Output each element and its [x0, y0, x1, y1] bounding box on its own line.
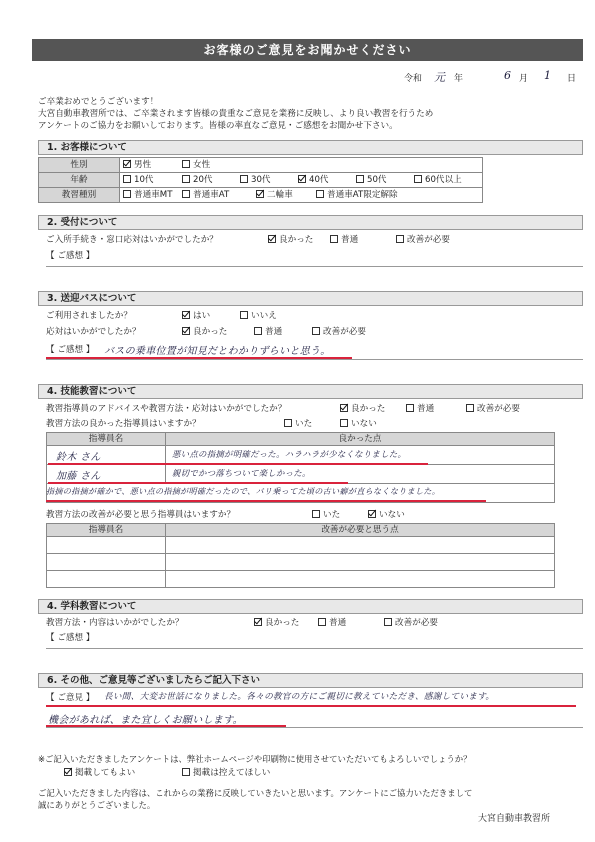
underline-red [46, 500, 486, 502]
checkbox-icon [356, 175, 364, 183]
date-era: 令和 [404, 74, 423, 84]
good-table-col-name: 指導員名 [46, 432, 166, 446]
checkbox-icon [318, 618, 326, 626]
underline-red [46, 705, 576, 707]
checkbox-icon [330, 235, 338, 243]
other-impression-label: 【 ご意見 】 [46, 693, 95, 703]
page-title: お客様のご意見をお聞かせください [32, 39, 583, 61]
option-age-10[interactable]: 10代 [123, 174, 154, 186]
reception-question: ご入所手続き・窓口応対はいかがでしたか？ [46, 235, 218, 245]
closing-line2: 誠にありがとうございました。 [38, 800, 156, 810]
checkbox-icon [182, 190, 190, 198]
checkbox-icon [466, 404, 474, 412]
bad-table-row-point-cell [165, 553, 555, 571]
theory-impression-label: 【 ご感想 】 [46, 633, 95, 643]
good-table-col-point: 良かった点 [165, 432, 555, 446]
skill-advice-good[interactable]: 良かった [340, 403, 385, 415]
bad-table-row-point-cell [165, 536, 555, 554]
option-motorcycle[interactable]: 二輪車 [256, 189, 293, 201]
checkbox-checked-icon [64, 768, 72, 776]
checkbox-checked-icon [268, 235, 276, 243]
date-day-label: 日 [567, 74, 577, 84]
row-gender-options [119, 157, 483, 173]
option-age-20[interactable]: 20代 [182, 174, 213, 186]
bad-table-row-name-cell [46, 553, 166, 571]
option-age-60[interactable]: 60代以上 [414, 174, 462, 186]
checkbox-icon [396, 235, 404, 243]
publish-yes[interactable]: 掲載してもよい [64, 767, 135, 779]
theory-improve[interactable]: 改善が必要 [384, 617, 438, 629]
row-label-age: 年齢 [38, 172, 120, 188]
bad-instructor-question: 教習方法の改善が必要と思う指導員はいますか？ [46, 510, 236, 520]
theory-normal[interactable]: 普通 [318, 617, 346, 629]
checkbox-icon [182, 768, 190, 776]
checkbox-icon [182, 175, 190, 183]
option-male[interactable]: 男性 [123, 159, 151, 171]
reception-impression-label: 【 ご感想 】 [46, 251, 95, 261]
bad-instructor-no[interactable]: いない [368, 509, 405, 521]
bus-service-good[interactable]: 良かった [182, 326, 227, 338]
closing-line1: ご記入いただきました内容は、これからの業務に反映していきたいと思います。アンケートにご協力いただきまして [38, 788, 473, 798]
reception-improve[interactable]: 改善が必要 [396, 234, 450, 246]
other-comment-line1: 長い間、大変お世話になりました。各々の教官の方にご親切に教えていただき、感謝しています。 [104, 692, 495, 702]
good-instructor-1-point: 悪い点の指摘が明確だった。ハラハラが少なくなりました。 [172, 449, 407, 459]
other-comment-line2: 機会があれば、また宜しくお願いします。 [48, 715, 243, 726]
checkbox-checked-icon [368, 510, 376, 518]
checkbox-icon [284, 419, 292, 427]
checkbox-icon [312, 510, 320, 518]
good-instructor-2-point: 親切でかつ落ちついて楽しかった。 [172, 468, 311, 478]
bus-service-improve[interactable]: 改善が必要 [312, 326, 366, 338]
checkbox-checked-icon [182, 311, 190, 319]
checkbox-checked-icon [123, 160, 131, 168]
good-instructor-no[interactable]: いない [340, 418, 377, 430]
checkbox-checked-icon [298, 175, 306, 183]
good-instructor-2-name: 加藤 さん [56, 471, 101, 482]
skill-advice-improve[interactable]: 改善が必要 [466, 403, 520, 415]
intro-line: ご卒業おめでとうございます！ [38, 97, 159, 107]
section-other-heading: 6. その他、ご意見等ございましたらご記入下さい [38, 673, 583, 688]
row-label-course: 教習種別 [38, 187, 120, 203]
section-skill-heading: 4. 技能教習について [38, 384, 583, 399]
checkbox-icon [240, 175, 248, 183]
row-label-gender: 性別 [38, 157, 120, 173]
checkbox-checked-icon [182, 327, 190, 335]
bus-use-question: ご利用されましたか？ [46, 311, 132, 321]
bus-use-yes[interactable]: はい [182, 310, 210, 322]
checkbox-icon [312, 327, 320, 335]
reception-good[interactable]: 良かった [268, 234, 313, 246]
skill-advice-normal[interactable]: 普通 [406, 403, 434, 415]
publish-question: ※ご記入いただきましたアンケートは、弊社ホームページや印刷物に使用させていただいてもよろしいでしょうか？ [38, 754, 472, 764]
skill-advice-question: 教習指導員のアドバイスや教習方法・応対はいかがでしたか？ [46, 404, 287, 414]
underline-red [48, 482, 348, 484]
good-instructor-yes[interactable]: いた [284, 418, 312, 430]
checkbox-icon [406, 404, 414, 412]
checkbox-checked-icon [256, 190, 264, 198]
date-day: 1 [544, 69, 551, 82]
bus-impression-label: 【 ご感想 】 [46, 345, 95, 355]
option-age-50[interactable]: 50代 [356, 174, 387, 186]
divider [46, 359, 583, 360]
bus-service-question: 応対はいかがでしたか？ [46, 327, 141, 337]
section-reception-heading: 2. 受付について [38, 215, 583, 230]
divider [46, 727, 583, 728]
checkbox-icon [340, 419, 348, 427]
intro-line: 大宮自動車教習所では、ご卒業されます皆様の貴重なご意見を業務に反映し、より良い教習を行うため [38, 109, 434, 119]
date-month-label: 月 [519, 74, 529, 84]
good-instructor-extra: 指摘の指摘が確かで、悪い点の指摘が明確だったので、バリ乗ってた頃の古い癖が直らなくなりました。 [46, 486, 441, 496]
divider [46, 266, 583, 267]
checkbox-icon [414, 175, 422, 183]
publish-no[interactable]: 掲載は控えてほしい [182, 767, 270, 779]
intro-line: アンケートのご協力をお願いしております。皆様の率直なご意見・ご感想をお聞かせ下さい。 [38, 121, 398, 131]
checkbox-checked-icon [254, 618, 262, 626]
divider [46, 648, 583, 649]
bad-table-row-point-cell [165, 570, 555, 588]
underline-red [48, 463, 428, 465]
bad-instructor-yes[interactable]: いた [312, 509, 340, 521]
theory-question: 教習方法・内容はいかがでしたか？ [46, 618, 184, 628]
intro-text [38, 96, 583, 132]
bus-impression-handwritten: バスの乗車位置が知見だとわかりずらいと思う。 [104, 346, 331, 357]
checkbox-icon [182, 160, 190, 168]
bad-table-col-name: 指導員名 [46, 523, 166, 537]
reception-normal[interactable]: 普通 [330, 234, 358, 246]
date-year: 元 [434, 71, 445, 84]
organization-name: 大宮自動車教習所 [478, 814, 551, 824]
bad-table-col-point: 改善が必要と思う点 [165, 523, 555, 537]
option-at[interactable]: 普通車AT [182, 189, 229, 201]
checkbox-icon [123, 175, 131, 183]
checkbox-icon [240, 311, 248, 319]
section-customer-heading: 1. お客様について [38, 140, 583, 155]
section-theory-heading: 4. 学科教習について [38, 599, 583, 614]
checkbox-checked-icon [340, 404, 348, 412]
good-instructor-question: 教習方法の良かった指導員はいますか？ [46, 419, 201, 429]
good-instructor-1-name: 鈴木 さん [56, 452, 101, 463]
checkbox-icon [254, 327, 262, 335]
option-age-30[interactable]: 30代 [240, 174, 271, 186]
checkbox-icon [384, 618, 392, 626]
date-year-label: 年 [454, 74, 464, 84]
bad-table-row-name-cell [46, 570, 166, 588]
bad-table-row-name-cell [46, 536, 166, 554]
option-mt[interactable]: 普通車MT [123, 189, 172, 201]
option-at-release[interactable]: 普通車AT限定解除 [316, 189, 398, 201]
option-age-40[interactable]: 40代 [298, 174, 329, 186]
section-bus-heading: 3. 送迎バスについて [38, 291, 583, 306]
checkbox-icon [316, 190, 324, 198]
date-month: 6 [504, 69, 511, 82]
row-course-options [119, 187, 483, 203]
bus-use-no[interactable]: いいえ [240, 310, 277, 322]
option-female[interactable]: 女性 [182, 159, 210, 171]
theory-good[interactable]: 良かった [254, 617, 299, 629]
checkbox-icon [123, 190, 131, 198]
bus-service-normal[interactable]: 普通 [254, 326, 282, 338]
